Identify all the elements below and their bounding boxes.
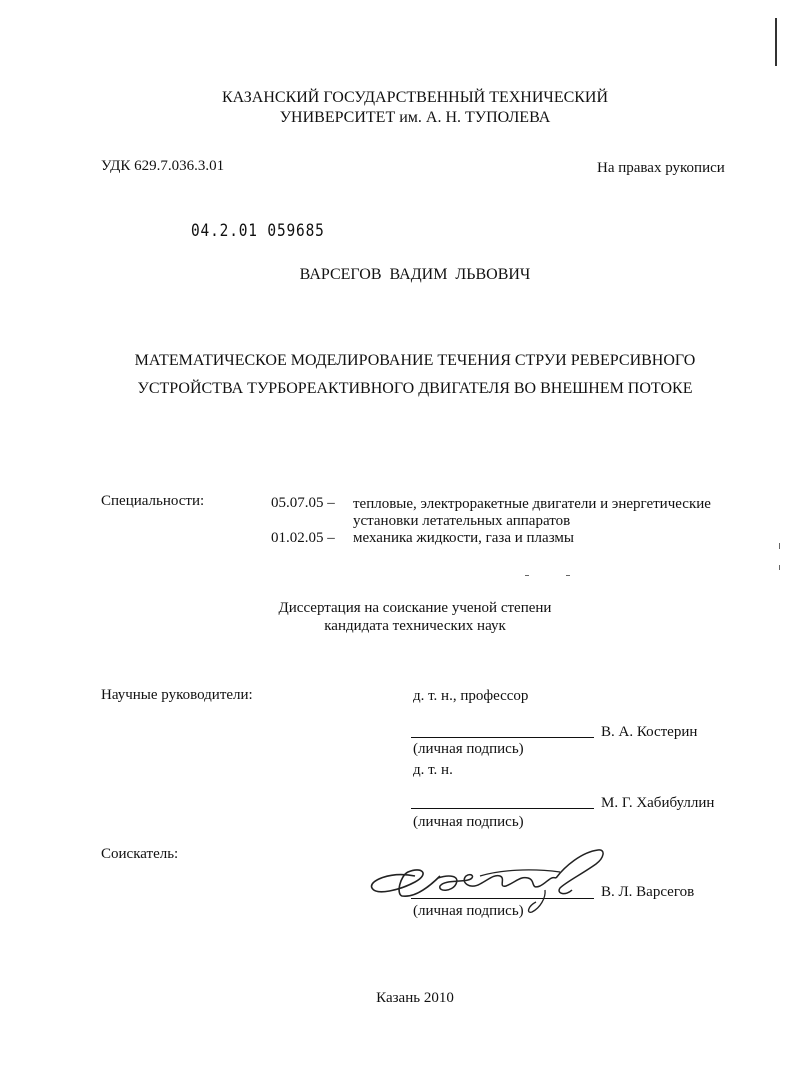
supervisor-1-name: В. А. Костерин: [601, 724, 698, 740]
applicant-name: В. Л. Варсегов: [601, 884, 695, 900]
scan-speck: [779, 543, 780, 549]
signature-line-2: [411, 808, 594, 809]
signature-caption-3: (личная подпись): [413, 903, 524, 919]
specialty-text-1-line-1: тепловые, электроракетные двигатели и энергетические: [353, 496, 711, 512]
signature-caption-2: (личная подпись): [413, 814, 524, 830]
supervisor-2-degree: д. т. н.: [413, 762, 453, 778]
signature-caption-1: (личная подпись): [413, 741, 524, 757]
university-header: [0, 88, 795, 128]
rights-note: На правах рукописи: [597, 160, 725, 176]
title-line-2: УСТРОЙСТВА ТУРБОРЕАКТИВНОГО ДВИГАТЕЛЯ ВО ВНЕШНЕМ ПОТОКЕ: [137, 380, 693, 397]
registration-number: 04.2.01 059685: [191, 221, 325, 241]
scan-speck: [566, 575, 570, 576]
city-year: Казань 2010: [376, 990, 454, 1006]
specialty-code-1: 05.07.05 –: [271, 495, 335, 511]
university-line-2: УНИВЕРСИТЕТ им. А. Н. ТУПОЛЕВА: [279, 109, 551, 126]
scan-speck: [779, 565, 780, 570]
dissertation-line-2: кандидата технических наук: [324, 618, 506, 634]
supervisors-label: Научные руководители:: [101, 687, 253, 703]
supervisor-1-degree: д. т. н., профессор: [413, 688, 529, 704]
dissertation-degree: [0, 599, 795, 635]
supervisor-2-name: М. Г. Хабибуллин: [601, 795, 715, 811]
dissertation-title: [0, 347, 795, 403]
specialty-code-2: 01.02.05 –: [271, 530, 335, 546]
signature-line-1: [411, 737, 594, 738]
margin-mark: [775, 18, 777, 66]
title-line-1: МАТЕМАТИЧЕСКОЕ МОДЕЛИРОВАНИЕ ТЕЧЕНИЯ СТРУИ РЕВЕРСИВНОГО: [134, 352, 696, 369]
specialty-text-1-line-2: установки летательных аппаратов: [353, 513, 571, 529]
specialty-text-2: механика жидкости, газа и плазмы: [353, 530, 574, 546]
scan-speck: [525, 575, 529, 576]
applicant-label: Соискатель:: [101, 846, 179, 862]
specialties-label: Специальности:: [101, 493, 205, 509]
author-name: ВАРСЕГОВ ВАДИМ ЛЬВОВИЧ: [299, 266, 531, 283]
udk-code: УДК 629.7.036.3.01: [101, 158, 225, 174]
dissertation-line-1: Диссертация на соискание ученой степени: [278, 600, 552, 616]
university-line-1: КАЗАНСКИЙ ГОСУДАРСТВЕННЫЙ ТЕХНИЧЕСКИЙ: [221, 89, 609, 106]
